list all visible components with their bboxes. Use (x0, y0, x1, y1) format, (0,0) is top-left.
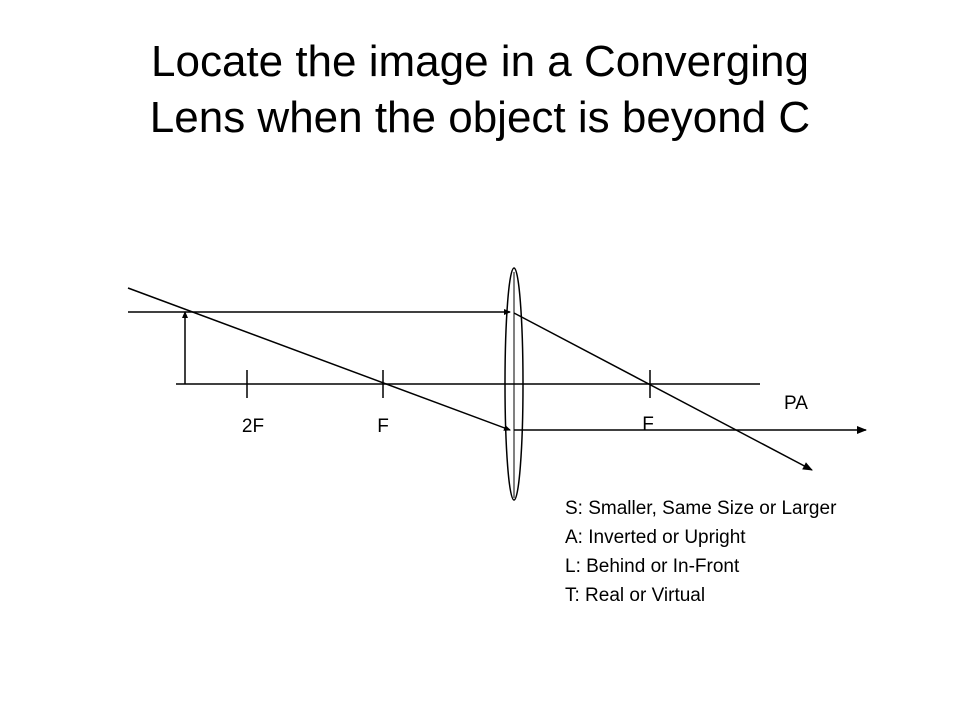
salt-checklist (565, 494, 836, 610)
salt-size: S: Smaller, Same Size or Larger (565, 498, 837, 519)
salt-location: L: Behind or In-Front (565, 556, 740, 577)
ray-parallel-refracted (514, 313, 812, 470)
title-line-2: Lens when the object is beyond C (149, 93, 811, 142)
label-f-right: F (642, 414, 654, 435)
label-principal-axis: PA (784, 393, 808, 414)
label-f-left: F (377, 416, 389, 437)
title-line-1: Locate the image in a Converging (151, 37, 809, 86)
salt-attitude: A: Inverted or Upright (565, 527, 746, 548)
salt-type: T: Real or Virtual (565, 585, 706, 606)
label-2f: 2F (241, 416, 265, 437)
